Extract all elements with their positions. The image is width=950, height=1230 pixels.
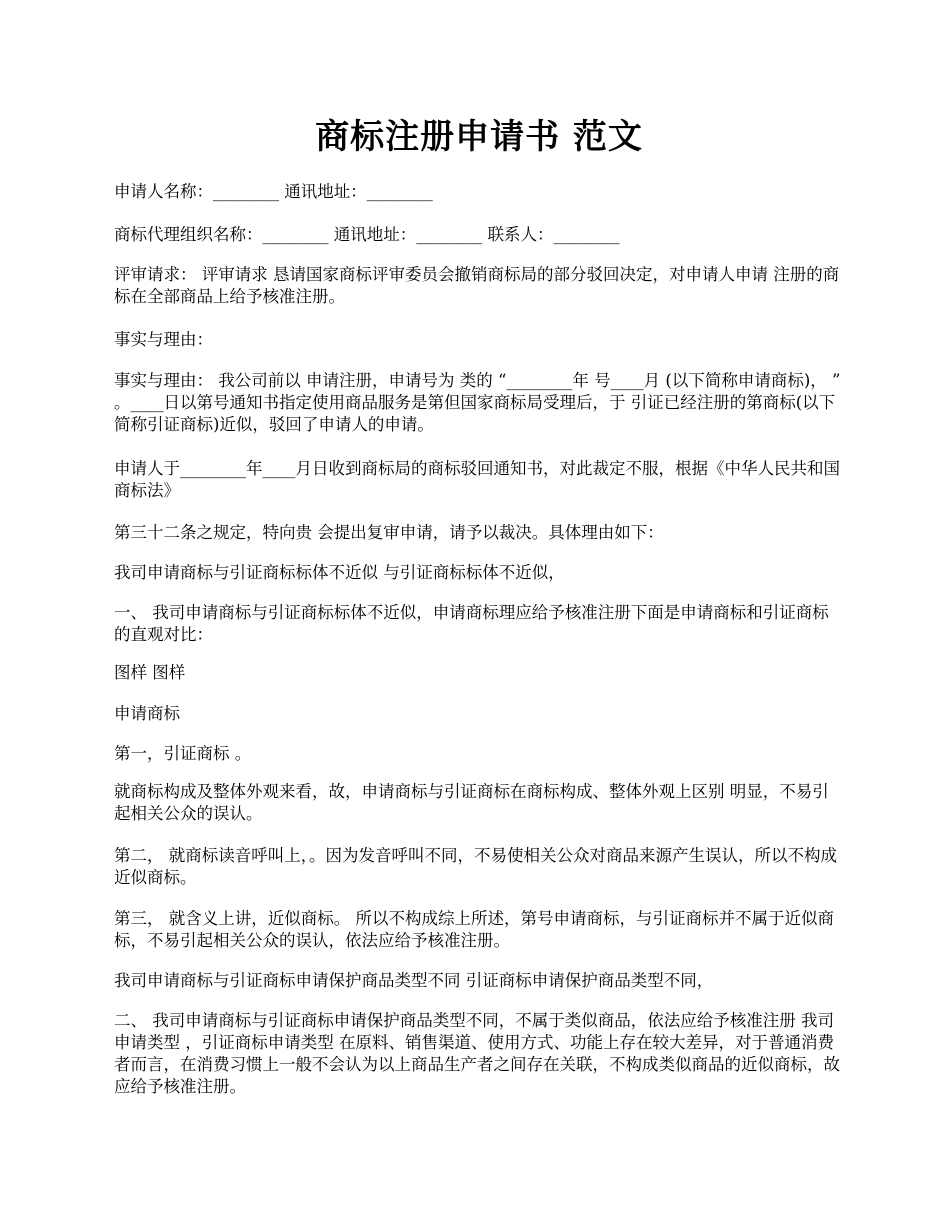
applied-mark-label: 申请商标 xyxy=(114,704,180,723)
summary-line-2: 我司申请商标与引证商标申请保护商品类型不同 引证商标申请保护商品类型不同， xyxy=(114,971,714,990)
agency-info-line: 商标代理组织名称：________ 通讯地址：________ 联系人：________ xyxy=(114,225,620,244)
rejection-notice-paragraph: 申请人于________年____月日收到商标局的商标驳回通知书，对此裁定不服，根据《中华人民共和国商标法》 xyxy=(114,459,840,500)
applicant-info-line: 申请人名称：________ 通讯地址：________ xyxy=(114,182,433,201)
review-request-paragraph: 评审请求： 评审请求 恳请国家商标评审委员会撤销商标局的部分驳回决定，对申请人申请 注册的商标在全部商品上给予核准注册。 xyxy=(114,265,840,306)
facts-reasons-heading: 事实与理由： xyxy=(114,330,213,349)
sample-label-line: 图样 图样 xyxy=(114,663,186,682)
summary-line-1: 我司申请商标与引证商标标体不近似 与引证商标标体不近似， xyxy=(114,563,565,582)
facts-reasons-paragraph: 事实与理由： 我公司前以 申请注册，申请号为 类的 “________年 号____月 (以下简称申请商标)， ” 。____日以第号通知书指定使用商品服务是第但国家商标局受理后，于 引证已经注册的第商标(以下简称引证商标)近似，驳回了申请人的申请。 xyxy=(114,371,846,434)
composition-paragraph: 就商标构成及整体外观来看，故，申请商标与引证商标在商标构成、整体外观上区别 明显，不易引起相关公众的误认。 xyxy=(114,782,829,823)
first-point-line: 第一，引证商标 。 xyxy=(114,744,252,763)
point-one-paragraph: 一、 我司申请商标与引证商标标体不近似，申请商标理应给予核准注册下面是申请商标和引证商标的直观对比： xyxy=(114,603,829,644)
second-point-paragraph: 第二， 就商标读音呼叫上，。因为发音呼叫不同，不易使相关公众对商品来源产生误认，所以不构成 近似商标。 xyxy=(114,846,843,887)
document-page xyxy=(114,0,844,1230)
document-title: 商标注册申请书 范文 xyxy=(315,117,643,157)
third-point-paragraph: 第三， 就含义上讲，近似商标。 所以不构成综上所述，第号申请商标，与引证商标并不属于近似商标，不易引起相关公众的误认，依法应给予核准注册。 xyxy=(114,909,834,950)
point-two-paragraph: 二、 我司申请商标与引证商标申请保护商品类型不同，不属于类似商品，依法应给予核准注册 我司申请类型 ，引证商标申请类型 在原料、销售渠道、使用方式、功能上存在较大差异，对于普通消费者而言，在消费习惯上一般不会认为以上商品生产者之间存在关联，不构成类似商品的近似商标，故应给予核准注册。 xyxy=(114,1011,840,1096)
article-32-paragraph: 第三十二条之规定，特向贵 会提出复审申请，请予以裁决。具体理由如下： xyxy=(114,523,664,542)
